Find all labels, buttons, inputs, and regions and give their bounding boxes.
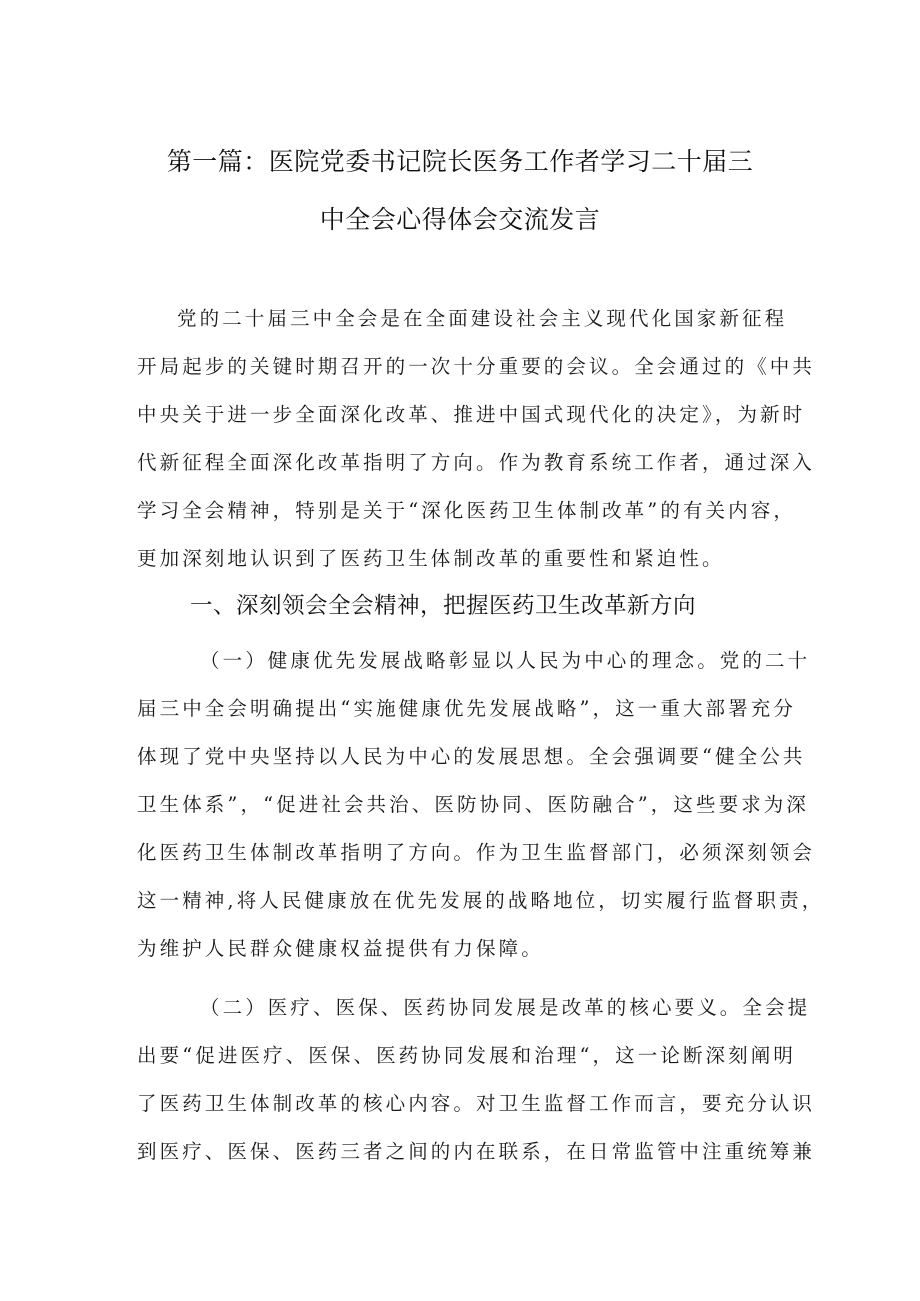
paragraph-2-line: 出要“促进医疗、医保、医药协同发展和治理“，这一论断深刻阐明 bbox=[137, 1044, 796, 1067]
intro-line: 更加深刻地认识到了医药卫生体制改革的重要性和紧迫性。 bbox=[137, 547, 725, 570]
intro-line: 开局起步的关键时期召开的一次十分重要的会议。全会通过的《中共 bbox=[137, 355, 816, 378]
document-title-line-2: 中全会心得体会交流发言 bbox=[319, 205, 601, 234]
intro-line: 代新征程全面深化改革指明了方向。作为教育系统工作者，通过深入 bbox=[137, 451, 816, 474]
paragraph-1-line: 为维护人民群众健康权益提供有力保障。 bbox=[137, 937, 544, 960]
paragraph-1-line: 卫生体系”，“促进社会共治、医防协同、医防融合”，这些要求为深 bbox=[137, 793, 810, 816]
paragraph-1-line: （一）健康优先发展战略彰显以人民为中心的理念。党的二十 bbox=[200, 649, 811, 672]
intro-line: 学习全会精神，特别是关于“深化医药卫生体制改革”的有关内容， bbox=[137, 499, 796, 522]
paragraph-1-line: 体现了党中央坚持以人民为中心的发展思想。全会强调要“健全公共 bbox=[137, 745, 806, 768]
paragraph-2-line: （二）医疗、医保、医药协同发展是改革的核心要义。全会提 bbox=[200, 996, 811, 1019]
paragraph-1-line: 化医药卫生体制改革指明了方向。作为卫生监督部门，必须深刻领会 bbox=[137, 841, 816, 864]
document-title-line-1: 第一篇：医院党委书记院长医务工作者学习二十届三 bbox=[166, 147, 754, 176]
intro-line: 党的二十届三中全会是在全面建设社会主义现代化国家新征程 bbox=[177, 307, 788, 330]
intro-line: 中央关于进一步全面深化改革、推进中国式现代化的决定》，为新时 bbox=[137, 403, 806, 426]
paragraph-1-line: 届三中全会明确提出“实施健康优先发展战略”，这一重大部署充分 bbox=[137, 697, 796, 720]
paragraph-2-line: 了医药卫生体制改革的核心内容。对卫生监督工作而言，要充分认识 bbox=[137, 1092, 816, 1115]
section-heading: 一、深刻领会全会精神，把握医药卫生改革新方向 bbox=[190, 593, 697, 619]
paragraph-1-line: 这一精神,将人民健康放在优先发展的战略地位，切实履行监督职责， bbox=[137, 889, 825, 912]
paragraph-2-line: 到医疗、医保、医药三者之间的内在联系，在日常监管中注重统筹兼 bbox=[137, 1140, 816, 1163]
